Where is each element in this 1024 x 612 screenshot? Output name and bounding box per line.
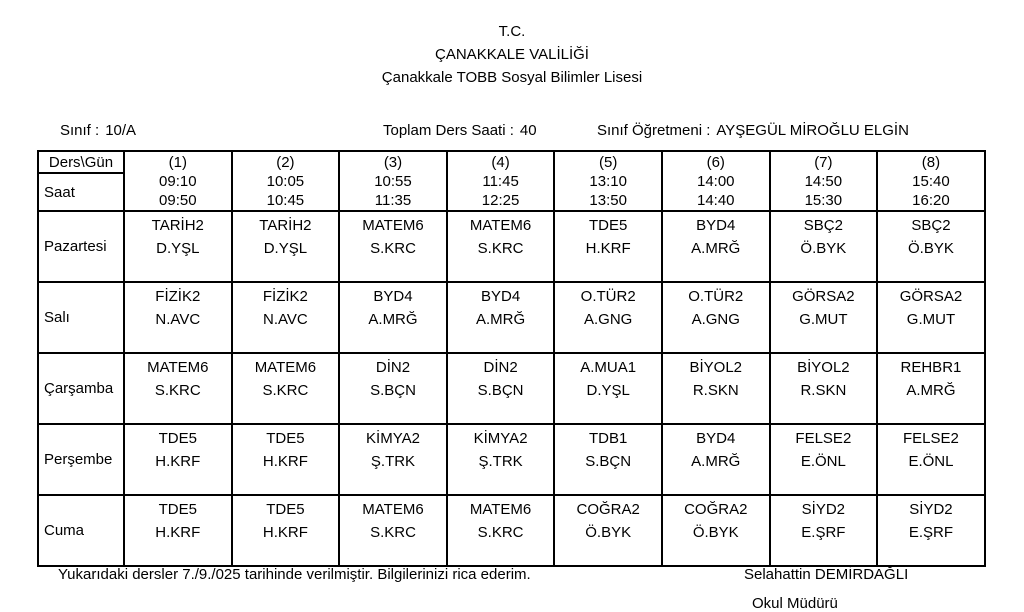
lesson-code: DİN2 [375, 359, 411, 376]
lesson-code: BYD4 [373, 288, 413, 305]
period-number: (5) [599, 154, 618, 171]
lesson-code: BYD4 [696, 430, 736, 447]
info-row [0, 122, 1024, 142]
period-start: 10:05 [266, 173, 305, 190]
lesson-cell [232, 282, 340, 353]
lesson-code: KİMYA2 [473, 430, 528, 447]
lesson-teacher: R.SKN [692, 382, 739, 399]
period-cell-5 [554, 151, 662, 211]
lesson-code: GÖRSA2 [792, 288, 855, 305]
lesson-code: MATEM6 [362, 501, 424, 518]
lesson-code: MATEM6 [469, 217, 532, 234]
lesson-teacher: S.BÇN [370, 382, 416, 399]
period-number: (1) [168, 154, 187, 171]
lesson-cell [339, 424, 447, 495]
period-cell-1 [124, 151, 232, 211]
period-end: 09:50 [159, 192, 197, 209]
lesson-code: KİMYA2 [366, 430, 420, 447]
lesson-teacher: N.AVC [155, 311, 201, 328]
lesson-code: SİYD2 [801, 501, 846, 518]
lesson-cell [662, 424, 770, 495]
period-end: 11:35 [374, 192, 412, 209]
period-start: 14:00 [696, 173, 735, 190]
lesson-code: GÖRSA2 [899, 288, 963, 305]
period-start: 11:45 [482, 173, 519, 190]
lesson-code: A.MUA1 [580, 359, 637, 376]
lesson-teacher: S.KRC [154, 382, 201, 399]
lesson-cell [662, 353, 770, 424]
lesson-cell [447, 211, 555, 282]
lesson-teacher: Ö.BYK [692, 524, 739, 541]
period-cell-6 [662, 151, 770, 211]
lesson-code: BYD4 [696, 217, 736, 234]
lesson-teacher: E.ÖNL [908, 453, 954, 470]
lesson-teacher: E.ŞRF [801, 524, 846, 541]
lesson-cell [447, 282, 555, 353]
lesson-cell [662, 495, 770, 566]
lesson-cell [447, 353, 555, 424]
day-label: Çarşamba [38, 353, 124, 424]
lesson-cell [447, 495, 555, 566]
lesson-cell [770, 353, 878, 424]
lesson-cell [554, 495, 662, 566]
period-cell-8 [877, 151, 985, 211]
lesson-cell [339, 211, 447, 282]
total-hours-info [383, 122, 537, 139]
lesson-cell [877, 424, 985, 495]
total-hours-value: 40 [519, 122, 537, 139]
header-republic: T.C. [498, 23, 526, 40]
lesson-cell [339, 353, 447, 424]
period-end: 12:25 [481, 192, 520, 209]
lesson-cell [554, 353, 662, 424]
lesson-cell [877, 282, 985, 353]
period-end: 15:30 [804, 192, 843, 209]
signature-title: Okul Müdürü [752, 595, 838, 612]
period-start: 10:55 [374, 173, 412, 190]
lesson-teacher: H.KRF [585, 240, 631, 257]
lesson-teacher: H.KRF [155, 524, 201, 541]
table-header-row [38, 151, 985, 173]
lesson-teacher: S.BÇN [585, 453, 632, 470]
lesson-teacher: H.KRF [262, 524, 308, 541]
lesson-code: TDB1 [589, 430, 628, 447]
lesson-cell [662, 211, 770, 282]
class-teacher-info [597, 122, 909, 139]
period-start: 14:50 [804, 173, 843, 190]
document-header [0, 20, 1024, 89]
period-number: (2) [276, 154, 295, 171]
lesson-code: TARİH2 [151, 217, 204, 234]
lesson-code: REHBR1 [900, 359, 962, 376]
lesson-code: FİZİK2 [155, 288, 201, 305]
table-row-cuma [38, 495, 985, 566]
lesson-cell [124, 424, 232, 495]
lesson-teacher: R.SKN [800, 382, 847, 399]
lesson-code: DİN2 [483, 359, 518, 376]
lesson-cell [124, 282, 232, 353]
lesson-teacher: S.KRC [262, 382, 309, 399]
lesson-cell [232, 353, 340, 424]
class-teacher-label: Sınıf Öğretmeni : [597, 122, 711, 139]
lesson-cell [339, 495, 447, 566]
lesson-cell [554, 211, 662, 282]
lesson-code: FELSE2 [903, 430, 959, 447]
lesson-cell [232, 495, 340, 566]
lesson-code: O.TÜR2 [688, 288, 744, 305]
table-row-pazartesi [38, 211, 985, 282]
lesson-code: TDE5 [266, 501, 305, 518]
lesson-cell [339, 282, 447, 353]
lesson-code: BİYOL2 [797, 359, 850, 376]
lesson-cell [770, 495, 878, 566]
lesson-code: FİZİK2 [262, 288, 308, 305]
lesson-teacher: G.MUT [906, 311, 956, 328]
table-row-persembe [38, 424, 985, 495]
lesson-teacher: S.KRC [370, 240, 416, 257]
period-cell-2 [232, 151, 340, 211]
lesson-teacher: G.MUT [799, 311, 848, 328]
lesson-teacher: S.BÇN [477, 382, 524, 399]
table-row-carsamba [38, 353, 985, 424]
period-end: 14:40 [696, 192, 735, 209]
lesson-teacher: D.YŞL [156, 240, 200, 257]
period-number: (3) [383, 154, 403, 171]
footer-note: Yukarıdaki dersler 7./9./025 tarihinde verilmiştir. Bilgilerinizi rica ederim. [58, 566, 531, 583]
lesson-code: BİYOL2 [689, 359, 743, 376]
period-start: 15:40 [912, 173, 950, 190]
lesson-teacher: S.KRC [370, 524, 416, 541]
signature-block [744, 566, 908, 612]
lesson-teacher: A.MRĞ [906, 382, 956, 399]
lesson-teacher: H.KRF [262, 453, 308, 470]
class-info [60, 122, 136, 139]
lesson-code: MATEM6 [469, 501, 532, 518]
lesson-teacher: A.MRĞ [691, 453, 741, 470]
lesson-cell [877, 211, 985, 282]
day-label: Cuma [38, 495, 124, 566]
lesson-teacher: A.MRĞ [368, 311, 418, 328]
lesson-code: TDE5 [158, 430, 197, 447]
lesson-code: COĞRA2 [684, 501, 748, 518]
lesson-cell [877, 495, 985, 566]
lesson-code: TARİH2 [259, 217, 312, 234]
lesson-teacher: E.ÖNL [800, 453, 846, 470]
total-hours-label: Toplam Ders Saati : [383, 122, 514, 139]
class-teacher-value: AYŞEGÜL MİROĞLU ELGİN [716, 122, 909, 139]
lesson-cell [447, 424, 555, 495]
lesson-teacher: E.ŞRF [908, 524, 954, 541]
day-label: Pazartesi [38, 211, 124, 282]
lesson-teacher: A.MRĞ [475, 311, 526, 328]
table-row-sali [38, 282, 985, 353]
period-start: 13:10 [589, 173, 627, 190]
lesson-cell [124, 211, 232, 282]
lesson-teacher: A.GNG [691, 311, 740, 328]
day-label: Salı [38, 282, 124, 353]
lesson-teacher: Ş.TRK [370, 453, 416, 470]
lesson-cell [124, 495, 232, 566]
lesson-cell [877, 353, 985, 424]
lesson-teacher: D.YŞL [263, 240, 308, 257]
lesson-code: COĞRA2 [576, 501, 640, 518]
lesson-teacher: A.MRĞ [691, 240, 741, 257]
lesson-cell [770, 211, 878, 282]
lesson-teacher: Ö.BYK [800, 240, 847, 257]
lesson-code: SİYD2 [909, 501, 953, 518]
lesson-code: TDE5 [266, 430, 305, 447]
header-governorship: ÇANAKKALE VALİLİĞİ [435, 46, 589, 63]
lesson-teacher: S.KRC [477, 240, 524, 257]
lesson-cell [124, 353, 232, 424]
period-end: 16:20 [912, 192, 950, 209]
lesson-code: BYD4 [480, 288, 521, 305]
lesson-code: TDE5 [158, 501, 197, 518]
lesson-teacher: N.AVC [263, 311, 308, 328]
lesson-code: MATEM6 [362, 217, 424, 234]
lesson-cell [232, 424, 340, 495]
lesson-code: TDE5 [589, 217, 628, 234]
lesson-cell [232, 211, 340, 282]
period-number: (6) [706, 154, 725, 171]
class-label: Sınıf : [60, 122, 100, 139]
period-cell-4 [447, 151, 555, 211]
period-cell-3 [339, 151, 447, 211]
lesson-cell [554, 282, 662, 353]
day-label: Perşembe [38, 424, 124, 495]
lesson-teacher: A.GNG [584, 311, 633, 328]
period-cell-7 [770, 151, 878, 211]
lesson-code: MATEM6 [254, 359, 317, 376]
lesson-code: FELSE2 [795, 430, 852, 447]
lesson-teacher: Ş.TRK [478, 453, 523, 470]
period-start: 09:10 [159, 173, 197, 190]
lesson-code: O.TÜR2 [580, 288, 636, 305]
timetable-table [37, 150, 986, 567]
lesson-code: MATEM6 [147, 359, 209, 376]
lesson-teacher: S.KRC [477, 524, 524, 541]
lesson-teacher: D.YŞL [586, 382, 630, 399]
lesson-cell [662, 282, 770, 353]
period-end: 10:45 [266, 192, 305, 209]
saat-cell: Saat [38, 173, 124, 211]
lesson-teacher: Ö.BYK [908, 240, 954, 257]
corner-cell: Ders\Gün [38, 151, 124, 173]
lesson-teacher: Ö.BYK [585, 524, 632, 541]
lesson-teacher: H.KRF [155, 453, 201, 470]
signature-name: Selahattin DEMİRDAĞLI [744, 566, 909, 583]
header-school-name: Çanakkale TOBB Sosyal Bilimler Lisesi [381, 69, 643, 86]
lesson-cell [770, 424, 878, 495]
lesson-cell [554, 424, 662, 495]
period-number: (8) [921, 154, 941, 171]
lesson-code: SBÇ2 [911, 217, 951, 234]
lesson-code: SBÇ2 [803, 217, 843, 234]
period-number: (4) [491, 154, 510, 171]
period-number: (7) [814, 154, 833, 171]
period-end: 13:50 [589, 192, 627, 209]
class-value: 10/A [105, 122, 137, 139]
lesson-cell [770, 282, 878, 353]
